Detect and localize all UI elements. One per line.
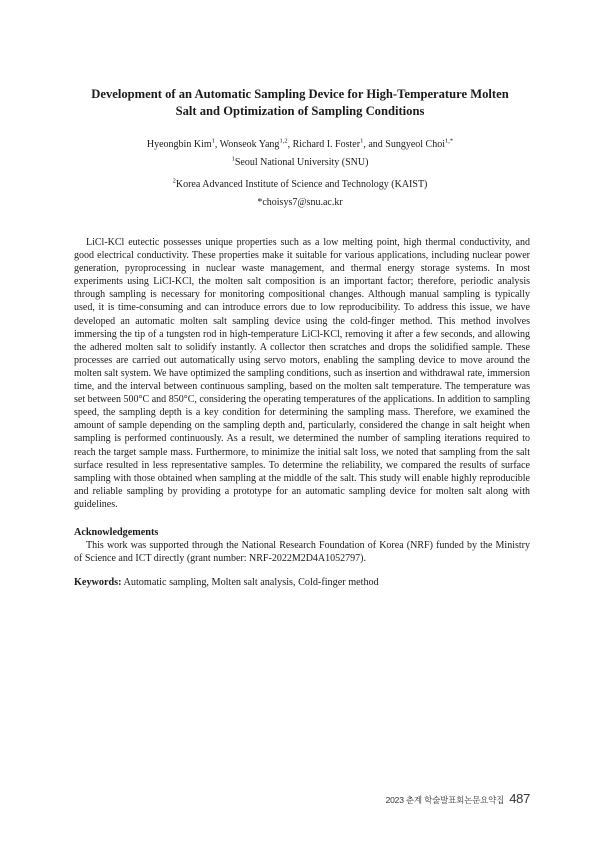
author-separator: , bbox=[214, 139, 220, 150]
author-affiliation-marker: 1,2 bbox=[279, 137, 288, 145]
affiliation-text: Seoul National University (SNU) bbox=[234, 157, 369, 168]
acknowledgements-heading: Acknowledgements bbox=[74, 527, 159, 538]
page-footer bbox=[380, 790, 530, 808]
affiliation-marker: 1 bbox=[231, 155, 235, 163]
affiliation-text: Korea Advanced Institute of Science and Technology (KAIST) bbox=[175, 179, 428, 190]
abstract-body: LiCl-KCl eutectic possesses unique properties such as a low melting point, high thermal conductivity, and good electrical conductivity. These properties make it suitable for various applications, including nuclear power generation, pyroprocessing in nuclear waste management, and thermal energy storage systems. In most experiments using LiCl-KCl, the molten salt composition is an important factor; therefore, periodic analysis through sampling is necessary for monitoring compositional changes. Although manual sampling is typically used, it is time-consuming and can introduce errors due to low reproducibility. To address this issue, we have developed an automatic molten salt sampling device using the cold-finger method. This method involves immersing the tip of a tungsten rod in high-temperature LiCl-KCl, removing it after a few seconds, and allowing the adhered molten salt to solidify instantly. A collector then scratches and drops the solidified sample. These processes are carried out automatically using servo motors, enabling the sampling device to move around the molten salt system. We have optimized the sampling conditions, such as insertion and withdrawal rate, immersion time, and the interval between continuous sampling, based on the molten salt temperature. The temperature was set between 500°C and 850°C, considering the operating temperatures of the applications. In addition to sampling speed, the sampling depth is a key condition for determining the sampling mass. Therefore, we examined the amount of sample depending on the sampling depth and, particularly, considered the change in salt height when sampling is performed continuously. As a result, we determined the number of sampling iterations required to reach the target sample mass. Furthermore, to minimize the initial salt loss, we noted that sampling from the salt surface resulted in less representative samples. To determine the reliability, we compared the results of surface sampling with those obtained when sampling at the middle of the salt. This study will enable highly reproducible and reliable sampling by providing a prototype for an automatic sampling device for molten salt along with guidelines. bbox=[74, 237, 530, 510]
corresponding-email: *choisys7@snu.ac.kr bbox=[257, 197, 343, 208]
affiliation-2 bbox=[60, 178, 540, 191]
author-name: Richard I. Foster bbox=[292, 139, 361, 150]
author-name: Sungyeol Choi bbox=[385, 139, 445, 150]
paper-title bbox=[60, 86, 540, 120]
author-affiliation-marker: 1 bbox=[211, 137, 215, 145]
keywords bbox=[74, 576, 530, 589]
author-separator: , and bbox=[363, 139, 386, 150]
author-name: Wonseok Yang bbox=[219, 139, 280, 150]
affiliation-marker: 2 bbox=[172, 177, 176, 185]
paper-title-line-2: Salt and Optimization of Sampling Conditions bbox=[175, 104, 425, 118]
keywords-label: Keywords: bbox=[74, 577, 122, 588]
paper-title-line-1: Development of an Automatic Sampling Device for High-Temperature Molten bbox=[91, 87, 509, 101]
author-affiliation-marker: 1,* bbox=[445, 137, 454, 145]
author-affiliation-marker: 1 bbox=[360, 137, 364, 145]
author-name: Hyeongbin Kim bbox=[146, 139, 212, 150]
affiliation-1 bbox=[60, 156, 540, 169]
page-number: 487 bbox=[509, 791, 530, 806]
acknowledgements-body: This work was supported through the National Research Foundation of Korea (NRF) funded by the Ministry of Science and ICT directly (grant number: NRF-2022M2D4A1052797). bbox=[74, 540, 530, 565]
conference-name: 2023 춘계 학술발표회논문요약집 bbox=[385, 795, 505, 805]
author-list bbox=[60, 138, 540, 151]
keywords-text: Automatic sampling, Molten salt analysis, Cold-finger method bbox=[121, 577, 379, 588]
author-separator: , bbox=[287, 139, 293, 150]
